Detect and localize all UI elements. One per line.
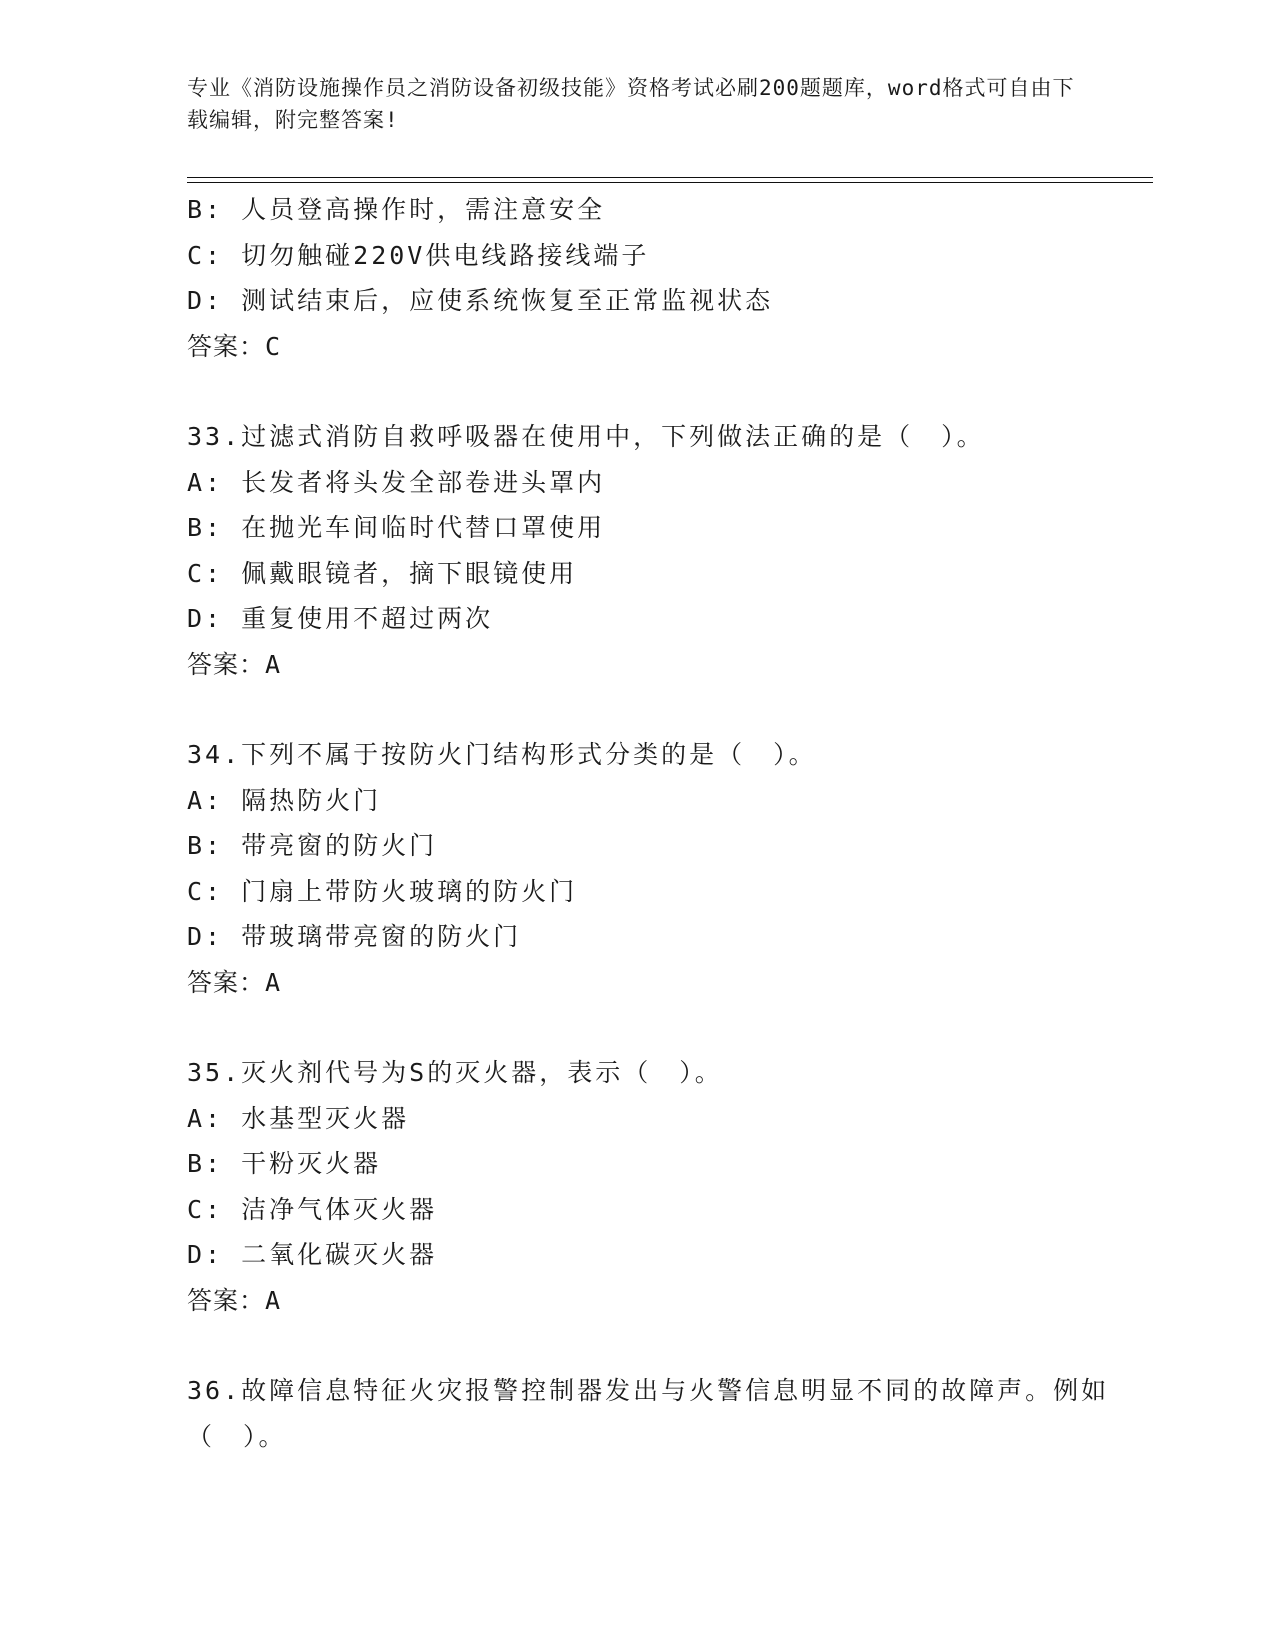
option-d: D: 二氧化碳灭火器 [187, 1240, 438, 1269]
header-rule-bottom [187, 182, 1153, 183]
question-stem: 33.过滤式消防自救呼吸器在使用中，下列做法正确的是（ ）。 [187, 422, 985, 451]
option-c: C: 切勿触碰220V供电线路接线端子 [187, 240, 650, 270]
option-a: A: 隔热防火门 [187, 785, 382, 815]
question-stem: 35.灭火剂代号为S的灭火器，表示（ ）。 [187, 1058, 723, 1087]
option-c: C: 佩戴眼镜者，摘下眼镜使用 [187, 558, 578, 588]
answer-line: 答案：A [187, 967, 282, 997]
option-b: B: 干粉灭火器 [187, 1149, 382, 1178]
document-header [187, 72, 1087, 136]
question-block-35 [187, 1050, 1147, 1323]
answer-line: 答案：A [187, 649, 282, 679]
option-d: D: 重复使用不超过两次 [187, 604, 494, 633]
answer-line: 答案：A [187, 1285, 282, 1315]
question-stem: 34.下列不属于按防火门结构形式分类的是（ ）。 [187, 740, 817, 769]
question-list [187, 187, 1147, 1505]
header-title: 专业《消防设施操作员之消防设备初级技能》资格考试必刷200题题库，word格式可自由下载编辑，附完整答案! [187, 76, 1075, 132]
option-b: B: 在抛光车间临时代替口罩使用 [187, 513, 606, 542]
question-block-32-continued [187, 187, 1147, 369]
option-c: C: 门扇上带防火玻璃的防火门 [187, 876, 578, 906]
option-c: C: 洁净气体灭火器 [187, 1194, 438, 1224]
option-d: D: 测试结束后，应使系统恢复至正常监视状态 [187, 286, 774, 315]
question-block-36 [187, 1368, 1147, 1460]
option-b: B: 带亮窗的防火门 [187, 831, 438, 860]
option-d: D: 带玻璃带亮窗的防火门 [187, 922, 522, 951]
header-rule-top [187, 177, 1153, 178]
option-a: A: 水基型灭火器 [187, 1103, 410, 1133]
option-b: B: 人员登高操作时，需注意安全 [187, 195, 606, 224]
question-block-34 [187, 732, 1147, 1005]
question-block-33 [187, 414, 1147, 687]
question-stem: 36.故障信息特征火灾报警控制器发出与火警信息明显不同的故障声。例如（ ）。 [187, 1376, 1110, 1451]
answer-line: 答案：C [187, 331, 282, 361]
option-a: A: 长发者将头发全部卷进头罩内 [187, 467, 606, 497]
